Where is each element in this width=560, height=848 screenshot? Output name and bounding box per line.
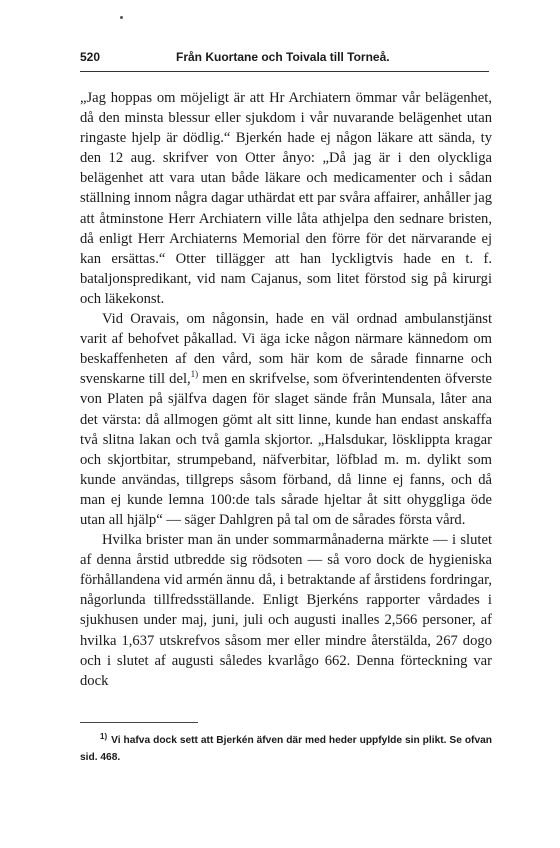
body-text (80, 88, 492, 691)
paragraph-2 (80, 309, 492, 530)
footnote-rule (80, 722, 198, 723)
paragraph-2-text-after: men en skrifvelse, som öfverintendenten öfverste von Platen på själfva dagen för slaget sände från Munsala, låter ana det värsta: då allmogen gömt alt sitt linne, kunde han endast anskaffa två slitna lakan och två gamla skjortor. „Halsdukar, lösklippta kragar och skjortbitar, strumpeband, näfverbitar, löfblad m. m. dylikt som kunde användas, tillgreps såsom förband, då linne ej fanns, och då man ej kunde lemna 100:de tals sårade hjeltar åt sitt ohyggliga öde utan all hjälp“ — säger Dahlgren på tal om de sårades första vård. (80, 371, 492, 528)
footnote (80, 732, 492, 766)
footnote-reference: 1) (190, 369, 199, 380)
footnote-marker: 1) (100, 731, 108, 741)
paragraph-2-text-before: Vid Oravais, om någonsin, hade en väl ordnad ambulanstjänst varit af behofvet påkallad. Vi äga icke någon närmare kännedom om beskaffenheten af den vård, som här kom de sårade finnarne och svenskarne till del, (80, 311, 492, 388)
header-rule (80, 71, 489, 72)
running-title: Från Kuortane och Toivala till Torneå. (176, 50, 390, 64)
page-number: 520 (80, 50, 101, 64)
paragraph-1: „Jag hoppas om möjeligt är att Hr Archiatern ömmar vår belägenhet, då den minsta blessur eller sjukdom i vår nuvarande belägenhet utan ringaste hjelp är dödlig.“ Bjerkén hade ej någon läkare att sända, ty den 12 aug. skrifver von Otter ånyo: „Då jag är i den olyckliga belägenhet att vara utan både läkare och medicamenter och i sådan ställning innom några dagar uthärdat ett par svåra affairer, anhåller jag att åtminstone Herr Archiatern ville låta athjelpa den sednare bristen, då enligt Herr Archiaterns Memorial den förre för det närvarande ej kan ersättas.“ Otter tillägger att han lyckligtvis hade en t. f. bataljonspredikant, vid nam Cajanus, som litet förstod sig på kirurgi och läkekonst. (80, 90, 492, 307)
footnote-text: Vi hafva dock sett att Bjerkén äfven där med heder uppfylde sin plikt. Se ofvan sid. 468. (80, 735, 492, 763)
paragraph-3: Hvilka brister man än under sommarmånaderna märkte — i slutet af denna årstid utbredde sig rödsoten — så voro dock de hygieniska förhållandena vid armén ännu då, i betraktande af årstidens fordringar, någorlunda tillfredsställande. Enligt Bjerkéns rapporter vårdades i sjukhusen under maj, juni, juli och augusti inalles 2,566 personer, af hvilka 1,637 utskrefvos såsom mer eller mindre återstälda, 267 dogo och i slutet af augusti således kvarlågo 662. Denna förteckning var dock (80, 532, 492, 689)
page-header (80, 50, 488, 68)
print-speck (120, 16, 123, 19)
